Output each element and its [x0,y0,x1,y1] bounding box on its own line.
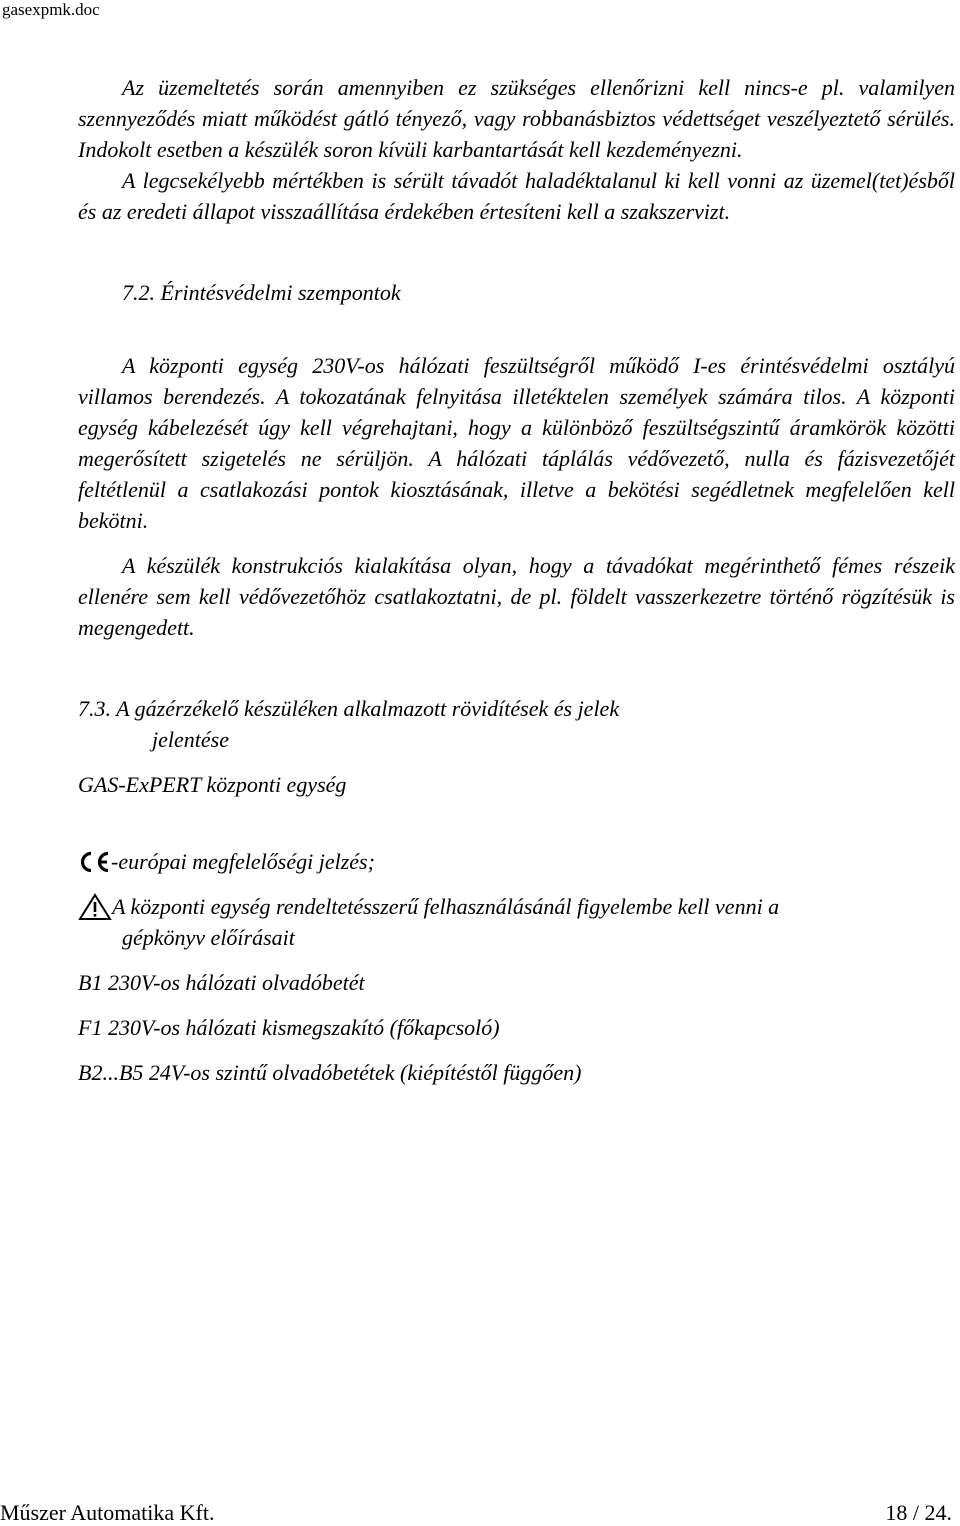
abbrev-b2-b5: B2...B5 24V-os szintű olvadóbetétek (kiépítéstől függően) [78,1060,582,1085]
document-body [78,72,955,1088]
warning-description-line2: gépkönyv előírásait [122,925,295,950]
abbrev-f1: F1 230V-os hálózati kismegszakító (főkapcsoló) [78,1015,500,1040]
section-heading-7-3-line2: jelentése [152,727,229,752]
abbrev-b1: B1 230V-os hálózati olvadóbetét [78,970,365,995]
warning-row [78,891,955,953]
ce-mark-icon [78,850,111,874]
warning-description [112,891,779,953]
warning-description-line1: A központi egység rendeltetésszerű felhasználásánál figyelembe kell venni a [112,894,780,919]
footer-company: Műszer Automatika Kft. [0,1500,215,1525]
gas-expert-unit-label: GAS-ExPERT központi egység [78,772,347,797]
footer-page-number: 18 / 24. [885,1500,952,1525]
section-heading-7-2: 7.2. Érintésvédelmi szempontok [122,280,401,305]
paragraph-sensor-grounding: A készülék konstrukciós kialakítása olyan, hogy a távadókat megérinthető fémes részeik ellenére sem kell védővezetőhöz csatlakoztatni, de pl. földelt vasszerkezetre történő rögzítésük is megengedett. [78,553,955,640]
paragraph-maintenance-check: Az üzemeltetés során amennyiben ez szükséges ellenőrizni kell nincs-e pl. valamilyen szennyeződés miatt működést gátló tényező, vagy robbanásbiztos védettséget veszélyeztető sérülés. Indokolt esetben a készülék soron kívüli karbantartását kell kezdeményezni. [78,75,955,162]
ce-mark-description: -európai megfelelőségi jelzés; [111,849,375,874]
section-heading-7-3 [78,693,955,755]
ce-mark-row [78,846,955,877]
warning-triangle-icon [78,893,112,921]
paragraph-damaged-sensor: A legcsekélyebb mértékben is sérült távadót haladéktalanul ki kell vonni az üzemel(tet)ésből és az eredeti állapot visszaállítása érdekében értesíteni kell a szakszervizt. [78,168,955,224]
document-filename: gasexpmk.doc [2,0,100,19]
section-heading-7-3-line1: 7.3. A gázérzékelő készüléken alkalmazott rövidítések és jelek [78,696,620,721]
paragraph-shock-protection: A központi egység 230V-os hálózati feszültségről működő I-es érintésvédelmi osztályú villamos berendezés. A tokozatának felnyitása illetéktelen személyek számára tilos. A központi egység kábelezését úgy kell végrehajtani, hogy a különböző feszültségszintű áramkörök közötti megerősített szigetelés ne sérüljön. A hálózati táplálás védővezető, nulla és fázisvezetőjét feltétlenül a csatlakozási pontok kiosztásának, illetve a bekötési segédletnek megfelelően kell bekötni. [78,353,955,533]
